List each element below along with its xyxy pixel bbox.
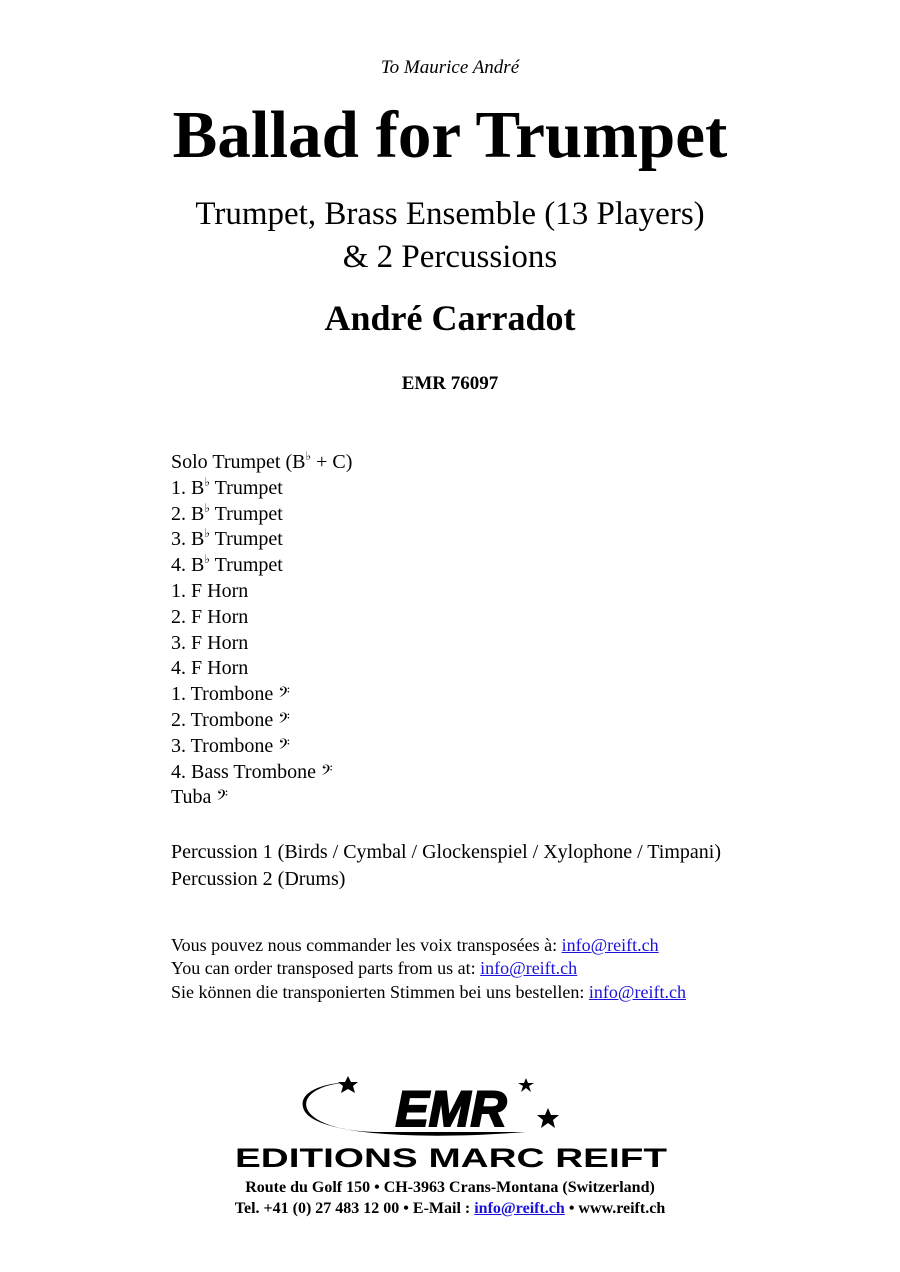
website: • www.reift.ch (564, 1200, 666, 1217)
instrument-item (171, 682, 352, 708)
instrument-suffix: + C) (311, 451, 353, 473)
instrument-item (171, 553, 352, 579)
instrument-item (171, 527, 352, 553)
instrument-name: 1. Trombone (171, 683, 279, 706)
order-note-text: Vous pouvez nous commander les voix transposées à: (171, 935, 562, 955)
order-note-fr (171, 934, 686, 957)
order-notes (171, 934, 686, 1004)
order-note-text: Sie können die transponierten Stimmen bei uns bestellen: (171, 981, 589, 1002)
subtitle-line-1: Trumpet, Brass Ensemble (13 Players) (195, 196, 705, 232)
email-link[interactable]: info@reift.ch (588, 981, 686, 1002)
bass-clef-icon: 𝄢 (216, 787, 228, 808)
instrument-name: Tuba (171, 786, 217, 809)
flat-symbol-icon: ♭ (204, 500, 211, 515)
flat-symbol-icon: ♭ (204, 474, 211, 489)
publisher-address: Route du Golf 150 • CH-3963 Crans-Montana (Switzerland) (245, 1179, 655, 1196)
instrument-item (171, 708, 352, 734)
instrument-item (171, 502, 352, 528)
instrument-item (171, 605, 352, 631)
composer-name: André Carradot (324, 298, 576, 338)
instrument-name: 3. B (171, 528, 205, 551)
instrument-item (171, 785, 352, 811)
instrument-suffix: Trumpet (210, 502, 283, 525)
instrument-name: 4. F Horn (171, 657, 249, 680)
instrument-name: 2. F Horn (171, 605, 249, 628)
instrument-item (171, 760, 352, 786)
instrument-name: 2. B (171, 502, 205, 525)
star-icon (518, 1078, 534, 1092)
instrumentation-list (171, 450, 352, 811)
flat-symbol-icon: ♭ (204, 526, 211, 541)
publisher-name: EDITIONS MARC REIFT (235, 1143, 668, 1173)
bass-clef-icon: 𝄢 (278, 709, 290, 730)
instrument-suffix: Trumpet (210, 476, 283, 499)
instrument-name: 1. F Horn (171, 579, 249, 602)
emr-logo (226, 1070, 676, 1174)
instrument-name: Solo Trumpet (B (171, 451, 306, 473)
logo-monogram: EMR (395, 1081, 507, 1137)
star-icon (338, 1076, 358, 1093)
instrument-suffix: Trumpet (210, 528, 283, 551)
instrument-name: 1. B (171, 476, 205, 499)
subtitle-line-2: & 2 Percussions (342, 239, 558, 275)
dedication: To Maurice André (380, 57, 520, 78)
instrument-name: 4. B (171, 554, 205, 577)
percussion-list (171, 839, 721, 893)
bass-clef-icon: 𝄢 (321, 761, 333, 782)
instrument-item (171, 631, 352, 657)
phone-label: Tel. +41 (0) 27 483 12 00 • E-Mail : (234, 1200, 475, 1217)
instrument-name: 4. Bass Trombone (171, 760, 322, 783)
publisher-contact (0, 1198, 900, 1219)
email-link[interactable]: info@reift.ch (561, 935, 659, 955)
instrument-suffix: Trumpet (210, 554, 283, 577)
email-link[interactable]: info@reift.ch (480, 958, 578, 979)
order-note-text: You can order transposed parts from us at: (171, 958, 481, 979)
instrument-item (171, 656, 352, 682)
instrument-item (171, 450, 352, 476)
flat-symbol-icon: ♭ (204, 552, 211, 567)
instrument-name: 3. F Horn (171, 631, 249, 654)
instrument-name: 2. Trombone (171, 708, 279, 731)
bass-clef-icon: 𝄢 (278, 735, 290, 756)
order-note-de (171, 981, 686, 1004)
star-icon (537, 1108, 559, 1128)
instrument-item (171, 476, 352, 502)
instrument-item (171, 734, 352, 760)
percussion-item: Percussion 1 (Birds / Cymbal / Glockenspiel / Xylophone / Timpani) (171, 841, 721, 863)
percussion-item: Percussion 2 (Drums) (171, 868, 346, 890)
catalog-number: EMR 76097 (401, 373, 499, 394)
page-title: Ballad for Trumpet (172, 98, 728, 172)
instrument-name: 3. Trombone (171, 734, 279, 757)
instrument-item (171, 579, 352, 605)
bass-clef-icon: 𝄢 (278, 684, 290, 705)
email-link[interactable]: info@reift.ch (474, 1200, 565, 1217)
flat-symbol-icon: ♭ (305, 449, 312, 463)
order-note-en (171, 957, 686, 980)
